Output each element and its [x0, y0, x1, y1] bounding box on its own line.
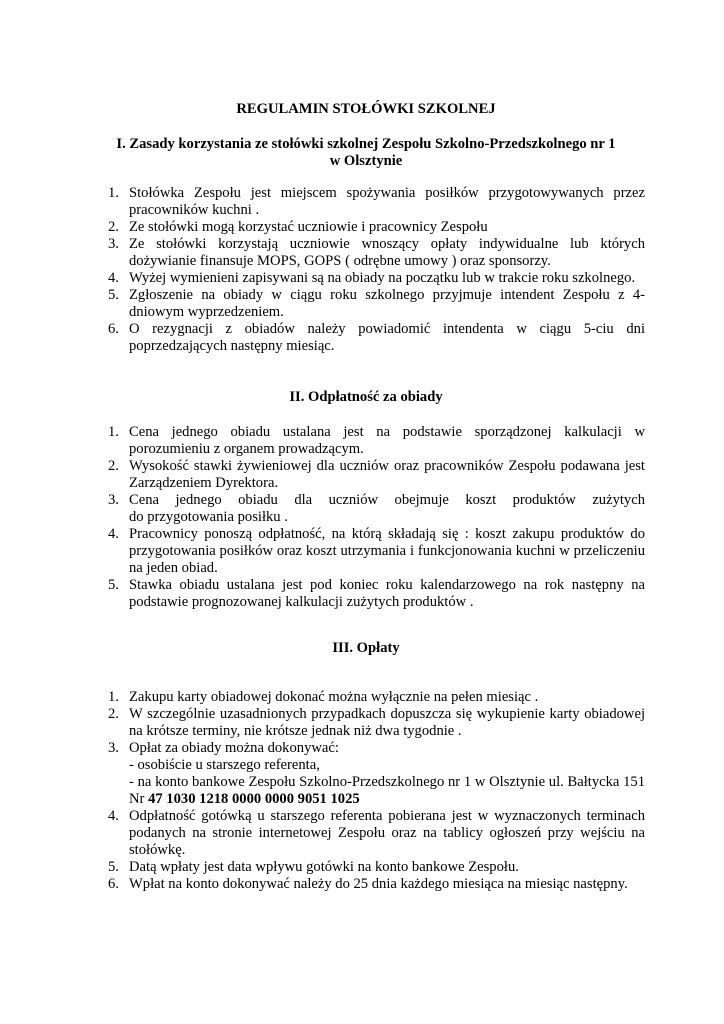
list-item-text: na krótsze terminy, nie krótsze jednak niż dwa tygodnie .	[129, 723, 462, 739]
list-item-text: Cena jednego obiadu ustalana jest na podstawie sporządzonej kalkulacji w	[129, 424, 645, 440]
list-item-number: 6.	[108, 321, 119, 337]
section-3-heading: III. Opłaty	[332, 640, 400, 656]
list-item-text: na jeden obiad.	[129, 560, 218, 576]
list-item	[0, 526, 724, 577]
list-item	[0, 740, 724, 808]
list-item	[0, 876, 724, 893]
list-item-text: podstawie prognozowanej kalkulacji zużytych produktów .	[129, 594, 474, 610]
list-item-text: przygotowania posiłków oraz koszt utrzymania i funkcjonowania kuchni w przeliczeniu	[129, 543, 645, 559]
list-item-text: Zarządzeniem Dyrektora.	[129, 475, 279, 491]
list-item-text: pracowników kuchni .	[129, 202, 260, 218]
section-3-list	[0, 689, 724, 893]
list-item	[0, 424, 724, 458]
bank-account-line	[129, 791, 645, 808]
list-item-text: Zgłoszenie na obiady w ciągu roku szkolnego przyjmuje intendent Zespołu z 4-	[129, 287, 645, 303]
list-item	[0, 458, 724, 492]
list-item-text: O rezygnacji z obiadów należy powiadomić intendenta w ciągu 5-ciu dni	[129, 321, 645, 337]
list-item-number: 3.	[108, 492, 119, 508]
list-item-text: podanych na stronie internetowej Zespołu oraz na tablicy ogłoszeń przy wejściu na	[129, 825, 645, 841]
list-item	[0, 859, 724, 876]
list-item-text: Stawka obiadu ustalana jest pod koniec roku kalendarzowego na rok następny na	[129, 577, 645, 593]
list-item-number: 1.	[108, 689, 119, 705]
list-item	[0, 689, 724, 706]
list-item-number: 4.	[108, 808, 119, 824]
list-item-number: 5.	[108, 859, 119, 875]
list-item-text: W szczególnie uzasadnionych przypadkach dopuszcza się wykupienie karty obiadowej	[129, 706, 645, 722]
list-item-text: Cena jednego obiadu dla uczniów obejmuje koszt produktów zużytych	[129, 492, 645, 508]
list-item-number: 4.	[108, 270, 119, 286]
list-item	[0, 236, 724, 270]
list-item	[0, 270, 724, 287]
list-item-number: 5.	[108, 577, 119, 593]
list-item-text: Pracownicy ponoszą odpłatność, na którą składają się : koszt zakupu produktów do	[129, 526, 645, 542]
list-item	[0, 185, 724, 219]
list-item-text: do przygotowania posiłku .	[129, 509, 288, 525]
list-item-number: 3.	[108, 236, 119, 252]
list-item-number: 2.	[108, 219, 119, 235]
list-item-text: stołówkę.	[129, 842, 186, 858]
bank-account-number: 47 1030 1218 0000 0000 9051 1025	[148, 791, 360, 807]
list-item-text: - na konto bankowe Zespołu Szkolno-Przedszkolnego nr 1 w Olsztynie ul. Bałtycka 151	[129, 774, 645, 790]
section-1-heading-line-1: I. Zasady korzystania ze stołówki szkolnej Zespołu Szkolno-Przedszkolnego nr 1	[116, 136, 616, 152]
list-item-text: Ze stołówki korzystają uczniowie wnoszący opłaty indywidualne lub których	[129, 236, 645, 252]
list-item-number: 2.	[108, 458, 119, 474]
list-item-number: 1.	[108, 424, 119, 440]
list-item-text: dożywianie finansuje MOPS, GOPS ( odrębne umowy ) oraz sponsorzy.	[129, 253, 551, 269]
page-title: REGULAMIN STOŁÓWKI SZKOLNEJ	[236, 101, 496, 117]
section-1-heading-line-2: w Olsztynie	[329, 153, 403, 169]
list-item-text: Ze stołówki mogą korzystać uczniowie i pracownicy Zespołu	[129, 219, 488, 235]
account-prefix: Nr	[129, 791, 149, 807]
list-item	[0, 219, 724, 236]
section-2-heading: II. Odpłatność za obiady	[289, 389, 443, 405]
list-item	[0, 492, 724, 526]
list-item-text: dniowym wyprzedzeniem.	[129, 304, 284, 320]
list-item-text: Wpłat na konto dokonywać należy do 25 dnia każdego miesiąca na miesiąc następny.	[129, 876, 628, 892]
list-item-text: Wyżej wymienieni zapisywani są na obiady na początku lub w trakcie roku szkolnego.	[129, 270, 636, 286]
list-item-text: Datą wpłaty jest data wpływu gotówki na konto bankowe Zespołu.	[129, 859, 519, 875]
list-item	[0, 808, 724, 859]
list-item-number: 1.	[108, 185, 119, 201]
section-1-heading	[100, 136, 632, 170]
list-item-number: 3.	[108, 740, 119, 756]
list-item-number: 5.	[108, 287, 119, 303]
list-item-text: Opłat za obiady można dokonywać:	[129, 740, 339, 756]
list-item	[0, 287, 724, 321]
list-item-text: Odpłatność gotówką u starszego referenta pobierana jest w wyznaczonych terminach	[129, 808, 645, 824]
list-item-text: Stołówka Zespołu jest miejscem spożywania posiłków przygotowywanych przez	[129, 185, 645, 201]
list-item-text: poprzedzających następny miesiąc.	[129, 338, 335, 354]
list-item	[0, 321, 724, 355]
section-1-list	[0, 185, 724, 355]
list-item-text: porozumieniu z organem prowadzącym.	[129, 441, 364, 457]
list-item-text: Wysokość stawki żywieniowej dla uczniów oraz pracowników Zespołu podawana jest	[129, 458, 645, 474]
list-item-number: 6.	[108, 876, 119, 892]
list-item	[0, 706, 724, 740]
list-item-text: - osobiście u starszego referenta,	[129, 757, 320, 773]
list-item	[0, 577, 724, 611]
list-item-number: 2.	[108, 706, 119, 722]
section-2-list	[0, 424, 724, 611]
list-item-text: Zakupu karty obiadowej dokonać można wyłącznie na pełen miesiąc .	[129, 689, 539, 705]
list-item-number: 4.	[108, 526, 119, 542]
